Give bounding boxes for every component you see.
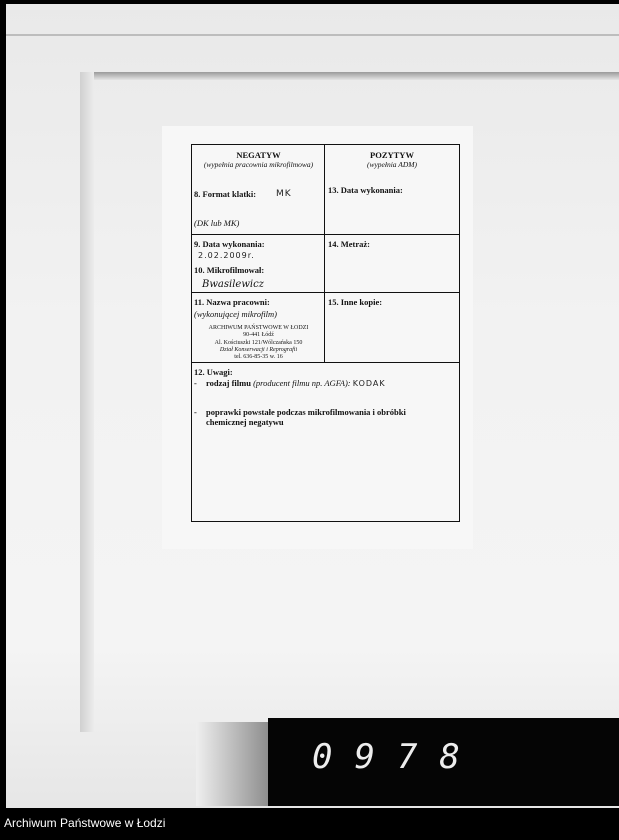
footer [0,808,619,840]
workshop-label: 11. Nazwa pracowni: [194,297,270,307]
pozytyw-cell [325,145,459,235]
stamp-line: Al. Kościuszki 121/Wólczańska 150 [214,339,303,346]
stamp-line: Dział Konserwacji i Reprografii [219,346,298,353]
meterage-label: 14. Metraż: [328,239,371,249]
negatyw-title: NEGATYW [236,150,281,160]
microfilm-form [191,144,460,522]
stamp-line: ARCHIWUM PAŃSTWOWE W ŁODZI [208,325,309,331]
stamp-line: 90-441 Łódź [243,332,274,339]
date-made-label: 13. Data wykonania: [328,185,403,195]
film-edge-line [6,34,619,36]
date-cell [192,235,325,293]
film-type-label: rodzaj filmu [206,378,251,388]
footer-archive-name: Archiwum Państwowe w Łodzi [4,816,166,830]
film-type-line [206,378,386,388]
pozytyw-title: POZYTYW [370,150,414,160]
workshop-hint: (wykonującej mikrofilm) [194,309,278,319]
remarks-label: 12. Uwagi: [194,367,233,377]
workshop-cell [192,293,325,363]
format-label: 8. Format klatki: [194,189,257,199]
corrections-text: poprawki powstałe podczas mikrofilmowania i obróbki chemicznej negatywu [206,407,406,427]
signature: Bwasilewicz [202,279,264,290]
film-type-hint: (producent filmu np. AGFA): [253,378,351,388]
date-label: 9. Data wykonania: [194,239,265,249]
stamp-line: tel. 636-85-35 w. 16 [234,354,283,361]
shadow [80,72,619,80]
date-value: 2.02.2009r. [198,251,255,260]
shadow [80,72,94,732]
negatyw-cell [192,145,325,235]
shadow [196,722,271,806]
pozytyw-subtitle: (wypełnia ADM) [366,160,418,169]
film-type-value: KODAK [352,379,386,388]
copies-cell [325,293,459,363]
frame-counter: 0978 [312,737,482,777]
filmed-by-label: 10. Mikrofilmował: [194,265,265,275]
archive-stamp [192,325,325,361]
format-value: MK [276,189,292,199]
remarks-cell: 12. Uwagi: - rodzaj filmu (producent filmu np. AGFA): KODAK - poprawki powstałe podczas mikrofilmowania i obróbki chemicznej negatywu [192,363,459,521]
meterage-cell [325,235,459,293]
copies-label: 15. Inne kopie: [328,297,383,307]
format-hint: (DK lub MK) [194,218,240,228]
negatyw-subtitle: (wypełnia pracownia mikrofilmowa) [203,160,314,169]
